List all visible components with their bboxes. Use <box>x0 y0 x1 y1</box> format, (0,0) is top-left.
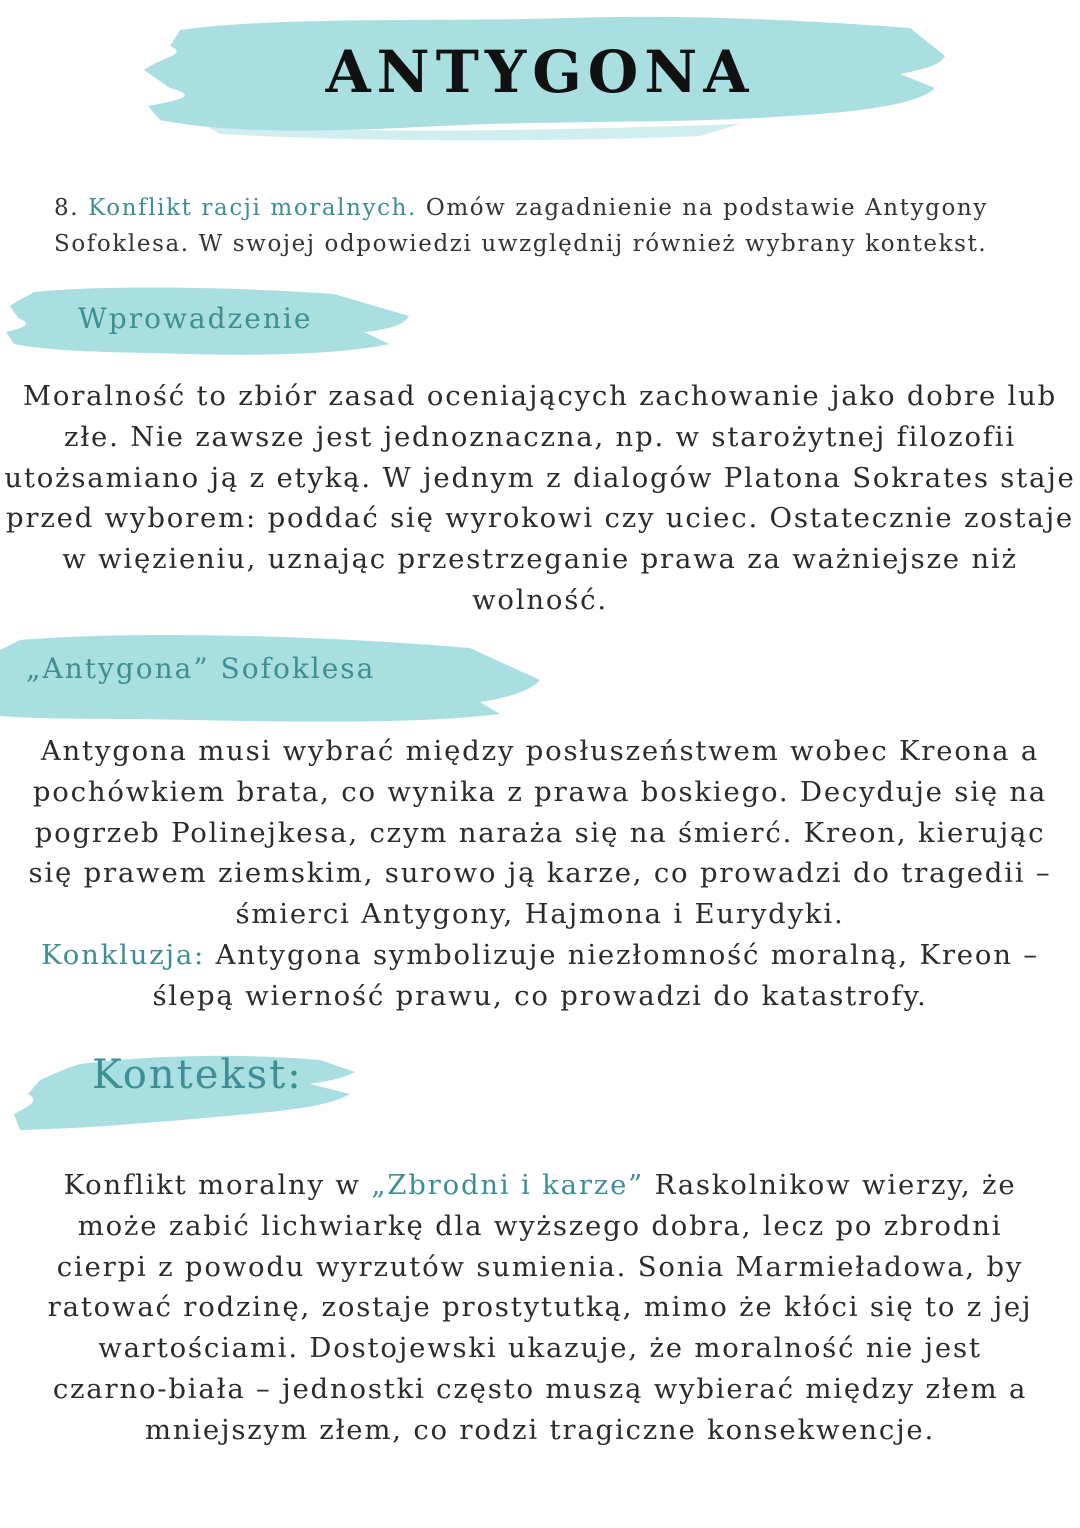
conclusion-line-2: ślepą wierność prawu, co prowadzi do katastrofy. <box>152 979 928 1012</box>
intro-line: złe. Nie zawsze jest jednoznaczna, np. w starożytnej filozofii <box>64 420 1016 453</box>
antygona-line: pogrzeb Polinejkesa, czym naraża się na śmierć. Kreon, kierując <box>34 816 1046 849</box>
task-topic: Konflikt racji moralnych. <box>88 195 417 221</box>
kontekst-line: czarno-biała – jednostki często muszą wybierać między złem a <box>52 1372 1028 1405</box>
kontekst-line: wartościami. Dostojewski ukazuje, że moralność nie jest <box>98 1332 982 1365</box>
conclusion-text: Antygona symbolizuje niezłomność moralną, Kreon – <box>215 938 1039 971</box>
intro-line: utożsamiano ją z etyką. W jednym z dialogów Platona Sokrates staje <box>4 461 1076 494</box>
intro-paragraph <box>0 376 1080 621</box>
kontekst-line: cierpi z powodu wyrzutów sumienia. Sonia Marmieładowa, by <box>56 1250 1024 1283</box>
antygona-line: pochówkiem brata, co wynika z prawa boskiego. Decyduje się na <box>32 775 1048 808</box>
kontekst-first-line <box>0 1165 1080 1206</box>
kontekst-heading: Kontekst: <box>92 1052 303 1098</box>
intro-line: przed wyborem: poddać się wyrokowi czy uciec. Ostatecznie zostaje <box>6 502 1074 535</box>
intro-line: w więzieniu, uznając przestrzeganie prawa za ważniejsze niż <box>62 543 1018 576</box>
kontekst-line1-post: Raskolnikow wierzy, że <box>654 1169 1017 1201</box>
task-line2: Sofoklesa. W swojej odpowiedzi uwzględnij również wybrany kontekst. <box>54 231 988 257</box>
kontekst-line1-pre: Konflikt moralny w <box>63 1169 361 1201</box>
task-line1-rest: Omów zagadnienie na podstawie Antygony <box>425 195 988 221</box>
task-prompt <box>54 190 1044 262</box>
kontekst-paragraph <box>0 1165 1080 1451</box>
antygona-line: śmierci Antygony, Hajmona i Eurydyki. <box>235 898 845 931</box>
work-title: „Zbrodni i karze” <box>371 1169 645 1201</box>
intro-heading: Wprowadzenie <box>78 302 313 335</box>
antygona-line: Antygona musi wybrać między posłuszeństwem wobec Kreona a <box>40 735 1040 767</box>
antygona-heading: „Antygona” Sofoklesa <box>26 652 376 685</box>
intro-line: wolność. <box>472 583 608 616</box>
conclusion-label: Konkluzja: <box>41 938 206 971</box>
kontekst-line: ratować rodzinę, zostaje prostytutką, mimo że kłóci się to z jej <box>47 1291 1033 1324</box>
kontekst-line: mniejszym złem, co rodzi tragiczne konsekwencje. <box>144 1413 936 1446</box>
kontekst-line: może zabić lichwiarkę dla wyższego dobra, lecz po zbrodni <box>77 1209 1003 1242</box>
intro-line: Moralność to zbiór zasad oceniających zachowanie jako dobre lub <box>22 380 1058 412</box>
antygona-line: się prawem ziemskim, surowo ją karze, co prowadzi do tragedii – <box>28 857 1052 890</box>
task-number: 8. <box>54 195 80 221</box>
conclusion-line <box>0 935 1080 976</box>
page-title: ANTYGONA <box>325 38 755 106</box>
antygona-paragraph <box>0 731 1080 1017</box>
